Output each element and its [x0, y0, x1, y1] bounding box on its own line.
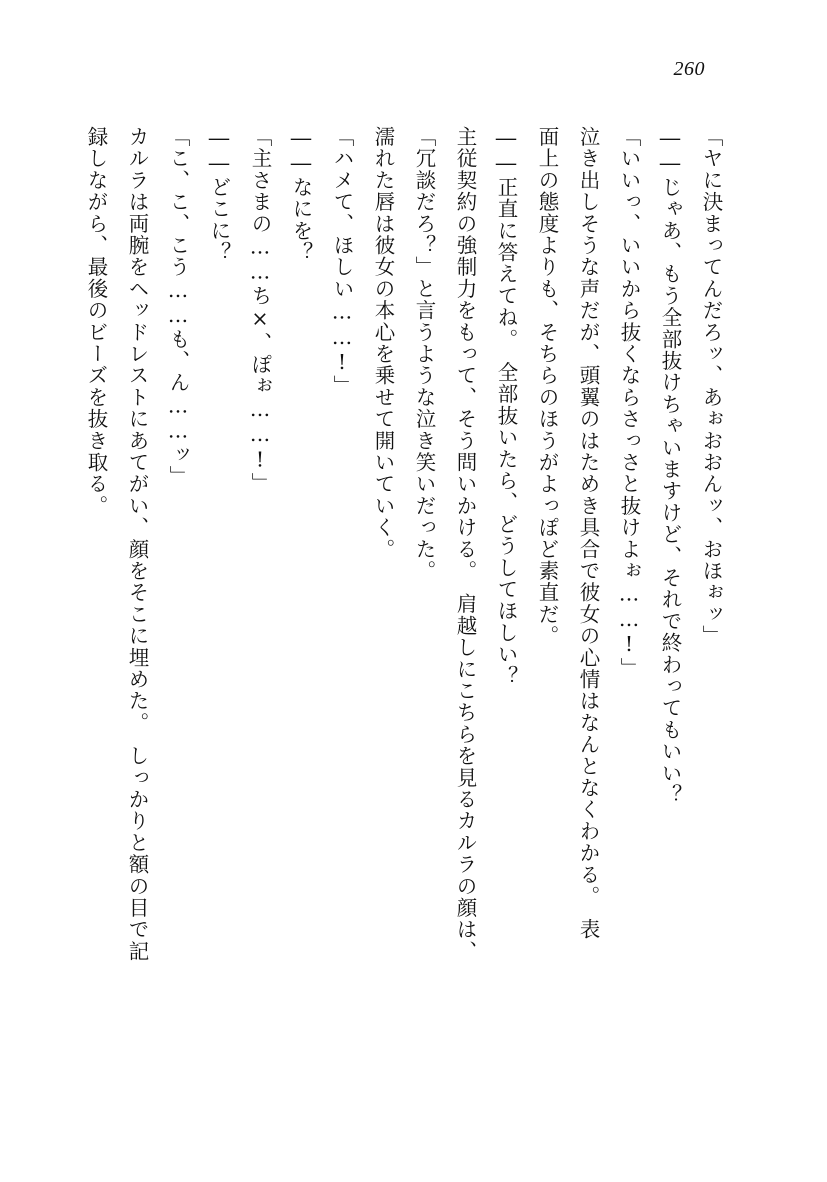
text-line: ――どこに？ — [207, 126, 231, 264]
text-line: 濡れた唇は彼女の本心を乗せて開いていく。 — [371, 126, 395, 560]
text-line: 泣き出しそうな声だが、頭翼のはためき具合で彼女の心情はなんとなくわかる。 表 — [576, 126, 600, 941]
text-line: 「ハメて、ほしい……!」 — [330, 126, 354, 397]
text-line: ――正直に答えてね。 全部抜いたら、どうしてほしい？ — [494, 126, 518, 687]
body-text — [71, 126, 731, 1076]
text-line: 「こ、こ、こう……も、ん……ッ」 — [166, 126, 190, 488]
text-line: ――じゃあ、もう全部抜けちゃいますけど、それで終わってもいい？ — [658, 126, 682, 806]
text-line: ――なにを？ — [289, 126, 313, 264]
text-line: 録しながら、最後のビーズを抜き取る。 — [84, 126, 108, 517]
text-line: 面上の態度よりも、そちらのほうがよっぽど素直だ。 — [535, 126, 559, 647]
text-line: 主従契約の強制力をもって、そう問いかける。 肩越しにこちらを見るカルラの顔は、 — [453, 126, 477, 963]
text-line: 「ヤに決まってんだろッ、あぉおおんッ、おほぉッ」 — [699, 126, 723, 647]
text-line: カルラは両腕をヘッドレストにあてがい、顔をそこに埋めた。 しっかりと額の目で記 — [125, 126, 149, 963]
page-number: 260 — [673, 58, 705, 80]
text-line: 「主さまの……ち×、ぽぉ……!」 — [248, 126, 272, 495]
text-line: 「いいっ、いいから抜くならさっさと抜けよぉ……!」 — [617, 126, 641, 679]
text-line: 「冗談だろ？」と言うような泣き笑いだった。 — [412, 126, 436, 582]
